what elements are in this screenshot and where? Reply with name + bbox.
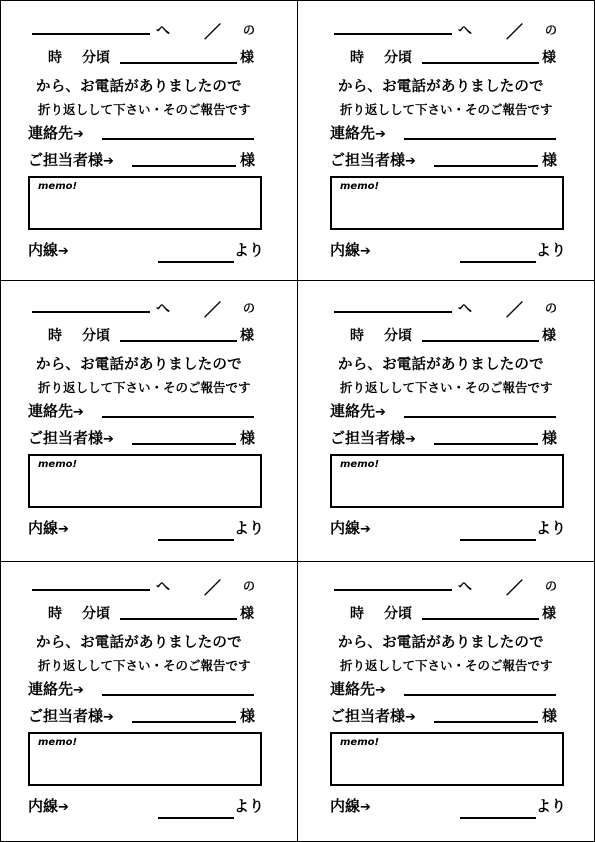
memo-box[interactable] bbox=[28, 454, 262, 508]
date-no: の bbox=[545, 23, 558, 37]
date-no: の bbox=[545, 301, 558, 315]
from-label: より bbox=[234, 241, 265, 259]
caller-sama: 様 bbox=[240, 50, 254, 66]
extension-line[interactable] bbox=[158, 817, 234, 819]
date-no: の bbox=[545, 579, 558, 593]
staff-sama: 様 bbox=[542, 707, 558, 725]
message-line-2: 折り返しして下さい・そのご報告です bbox=[340, 102, 553, 117]
contact-label-text: 連絡先 bbox=[330, 124, 376, 142]
hour-label: 時 bbox=[350, 50, 364, 66]
contact-label-text: 連絡先 bbox=[28, 124, 74, 142]
divider-vertical bbox=[297, 0, 298, 842]
extension-line[interactable] bbox=[460, 261, 536, 263]
staff-sama: 様 bbox=[542, 151, 558, 169]
date-slash: ／ bbox=[506, 579, 523, 599]
staff-label bbox=[330, 427, 416, 448]
message-line-1: から、お電話がありましたので bbox=[338, 79, 544, 95]
caller-sama: 様 bbox=[542, 606, 556, 622]
arrow-icon: ➔ bbox=[103, 154, 114, 169]
from-label: より bbox=[536, 241, 567, 259]
to-suffix: へ bbox=[156, 301, 170, 317]
arrow-icon: ➔ bbox=[73, 683, 84, 698]
staff-label-text: ご担当者様 bbox=[330, 429, 406, 447]
date-slash: ／ bbox=[506, 23, 523, 43]
minute-label: 分頃 bbox=[82, 328, 110, 344]
staff-line[interactable] bbox=[132, 443, 236, 445]
contact-label bbox=[330, 678, 386, 699]
minute-label: 分頃 bbox=[384, 606, 412, 622]
extension-line[interactable] bbox=[158, 539, 234, 541]
message-line-2: 折り返しして下さい・そのご報告です bbox=[340, 380, 553, 395]
extension-label bbox=[330, 239, 371, 260]
arrow-icon: ➔ bbox=[58, 244, 69, 259]
staff-label-text: ご担当者様 bbox=[330, 707, 406, 725]
hour-label: 時 bbox=[48, 328, 62, 344]
phone-memo-card-2 bbox=[302, 0, 595, 280]
recipient-line[interactable] bbox=[334, 33, 452, 35]
memo-label: memo! bbox=[38, 737, 78, 748]
memo-label: memo! bbox=[340, 459, 380, 470]
staff-label-text: ご担当者様 bbox=[28, 707, 104, 725]
message-line-1: から、お電話がありましたので bbox=[36, 357, 242, 373]
caller-name-line[interactable] bbox=[120, 340, 237, 342]
memo-box[interactable] bbox=[330, 454, 564, 508]
memo-box[interactable] bbox=[330, 176, 564, 230]
contact-label-text: 連絡先 bbox=[330, 680, 376, 698]
arrow-icon: ➔ bbox=[58, 800, 69, 815]
extension-label-text: 内線 bbox=[28, 241, 59, 259]
contact-line[interactable] bbox=[404, 694, 556, 696]
minute-label: 分頃 bbox=[82, 50, 110, 66]
staff-label bbox=[330, 149, 416, 170]
arrow-icon: ➔ bbox=[73, 127, 84, 142]
caller-name-line[interactable] bbox=[120, 62, 237, 64]
extension-label bbox=[28, 517, 69, 538]
contact-label bbox=[330, 400, 386, 421]
extension-label bbox=[330, 517, 371, 538]
to-suffix: へ bbox=[458, 301, 472, 317]
recipient-line[interactable] bbox=[32, 589, 150, 591]
arrow-icon: ➔ bbox=[405, 154, 416, 169]
arrow-icon: ➔ bbox=[375, 683, 386, 698]
caller-name-line[interactable] bbox=[422, 340, 539, 342]
contact-label bbox=[28, 678, 84, 699]
recipient-line[interactable] bbox=[32, 33, 150, 35]
message-line-2: 折り返しして下さい・そのご報告です bbox=[38, 380, 251, 395]
staff-label-text: ご担当者様 bbox=[28, 429, 104, 447]
staff-label-text: ご担当者様 bbox=[330, 151, 406, 169]
message-line-1: から、お電話がありましたので bbox=[36, 79, 242, 95]
extension-label-text: 内線 bbox=[330, 519, 361, 537]
message-line-1: から、お電話がありましたので bbox=[36, 635, 242, 651]
date-no: の bbox=[243, 579, 256, 593]
contact-line[interactable] bbox=[102, 138, 254, 140]
arrow-icon: ➔ bbox=[375, 127, 386, 142]
hour-label: 時 bbox=[350, 328, 364, 344]
date-no: の bbox=[243, 301, 256, 315]
phone-memo-card-4 bbox=[302, 278, 595, 558]
phone-memo-card-6 bbox=[302, 556, 595, 836]
caller-sama: 様 bbox=[542, 50, 556, 66]
contact-line[interactable] bbox=[102, 416, 254, 418]
staff-sama: 様 bbox=[240, 429, 256, 447]
extension-label-text: 内線 bbox=[330, 797, 361, 815]
caller-sama: 様 bbox=[240, 328, 254, 344]
recipient-line[interactable] bbox=[334, 311, 452, 313]
extension-label-text: 内線 bbox=[28, 519, 59, 537]
recipient-line[interactable] bbox=[32, 311, 150, 313]
hour-label: 時 bbox=[350, 606, 364, 622]
memo-label: memo! bbox=[38, 181, 78, 192]
from-label: より bbox=[234, 797, 265, 815]
to-suffix: へ bbox=[458, 579, 472, 595]
extension-label bbox=[28, 239, 69, 260]
phone-memo-card-1 bbox=[0, 0, 297, 280]
staff-line[interactable] bbox=[132, 721, 236, 723]
arrow-icon: ➔ bbox=[360, 800, 371, 815]
message-line-1: から、お電話がありましたので bbox=[338, 635, 544, 651]
staff-sama: 様 bbox=[240, 707, 256, 725]
arrow-icon: ➔ bbox=[73, 405, 84, 420]
staff-sama: 様 bbox=[542, 429, 558, 447]
memo-label: memo! bbox=[340, 181, 380, 192]
extension-label-text: 内線 bbox=[28, 797, 59, 815]
staff-line[interactable] bbox=[132, 165, 236, 167]
hour-label: 時 bbox=[48, 606, 62, 622]
extension-line[interactable] bbox=[158, 261, 234, 263]
to-suffix: へ bbox=[156, 23, 170, 39]
staff-label bbox=[28, 149, 114, 170]
caller-sama: 様 bbox=[240, 606, 254, 622]
extension-label bbox=[330, 795, 371, 816]
contact-label bbox=[28, 400, 84, 421]
caller-sama: 様 bbox=[542, 328, 556, 344]
staff-label bbox=[28, 427, 114, 448]
arrow-icon: ➔ bbox=[58, 522, 69, 537]
caller-name-line[interactable] bbox=[422, 62, 539, 64]
from-label: より bbox=[234, 519, 265, 537]
phone-memo-card-5 bbox=[0, 556, 297, 836]
date-slash: ／ bbox=[506, 301, 523, 321]
staff-line[interactable] bbox=[434, 165, 538, 167]
minute-label: 分頃 bbox=[384, 50, 412, 66]
message-line-2: 折り返しして下さい・そのご報告です bbox=[340, 658, 553, 673]
message-line-2: 折り返しして下さい・そのご報告です bbox=[38, 102, 251, 117]
arrow-icon: ➔ bbox=[360, 244, 371, 259]
contact-label-text: 連絡先 bbox=[28, 680, 74, 698]
staff-sama: 様 bbox=[240, 151, 256, 169]
contact-label bbox=[330, 122, 386, 143]
contact-line[interactable] bbox=[102, 694, 254, 696]
extension-line[interactable] bbox=[460, 817, 536, 819]
recipient-line[interactable] bbox=[334, 589, 452, 591]
contact-line[interactable] bbox=[404, 416, 556, 418]
caller-name-line[interactable] bbox=[422, 618, 539, 620]
staff-label bbox=[330, 705, 416, 726]
arrow-icon: ➔ bbox=[375, 405, 386, 420]
extension-label bbox=[28, 795, 69, 816]
staff-line[interactable] bbox=[434, 721, 538, 723]
date-no: の bbox=[243, 23, 256, 37]
date-slash: ／ bbox=[204, 23, 221, 43]
staff-label-text: ご担当者様 bbox=[28, 151, 104, 169]
extension-label-text: 内線 bbox=[330, 241, 361, 259]
contact-label bbox=[28, 122, 84, 143]
memo-label: memo! bbox=[340, 737, 380, 748]
staff-label bbox=[28, 705, 114, 726]
minute-label: 分頃 bbox=[82, 606, 110, 622]
memo-box[interactable] bbox=[330, 732, 564, 786]
date-slash: ／ bbox=[204, 301, 221, 321]
date-slash: ／ bbox=[204, 579, 221, 599]
message-line-2: 折り返しして下さい・そのご報告です bbox=[38, 658, 251, 673]
memo-box[interactable] bbox=[28, 176, 262, 230]
arrow-icon: ➔ bbox=[103, 710, 114, 725]
minute-label: 分頃 bbox=[384, 328, 412, 344]
hour-label: 時 bbox=[48, 50, 62, 66]
caller-name-line[interactable] bbox=[120, 618, 237, 620]
arrow-icon: ➔ bbox=[405, 710, 416, 725]
staff-line[interactable] bbox=[434, 443, 538, 445]
contact-label-text: 連絡先 bbox=[330, 402, 376, 420]
phone-memo-card-3 bbox=[0, 278, 297, 558]
from-label: より bbox=[536, 797, 567, 815]
extension-line[interactable] bbox=[460, 539, 536, 541]
contact-line[interactable] bbox=[404, 138, 556, 140]
arrow-icon: ➔ bbox=[360, 522, 371, 537]
contact-label-text: 連絡先 bbox=[28, 402, 74, 420]
arrow-icon: ➔ bbox=[405, 432, 416, 447]
to-suffix: へ bbox=[156, 579, 170, 595]
arrow-icon: ➔ bbox=[103, 432, 114, 447]
from-label: より bbox=[536, 519, 567, 537]
message-line-1: から、お電話がありましたので bbox=[338, 357, 544, 373]
memo-box[interactable] bbox=[28, 732, 262, 786]
memo-label: memo! bbox=[38, 459, 78, 470]
to-suffix: へ bbox=[458, 23, 472, 39]
